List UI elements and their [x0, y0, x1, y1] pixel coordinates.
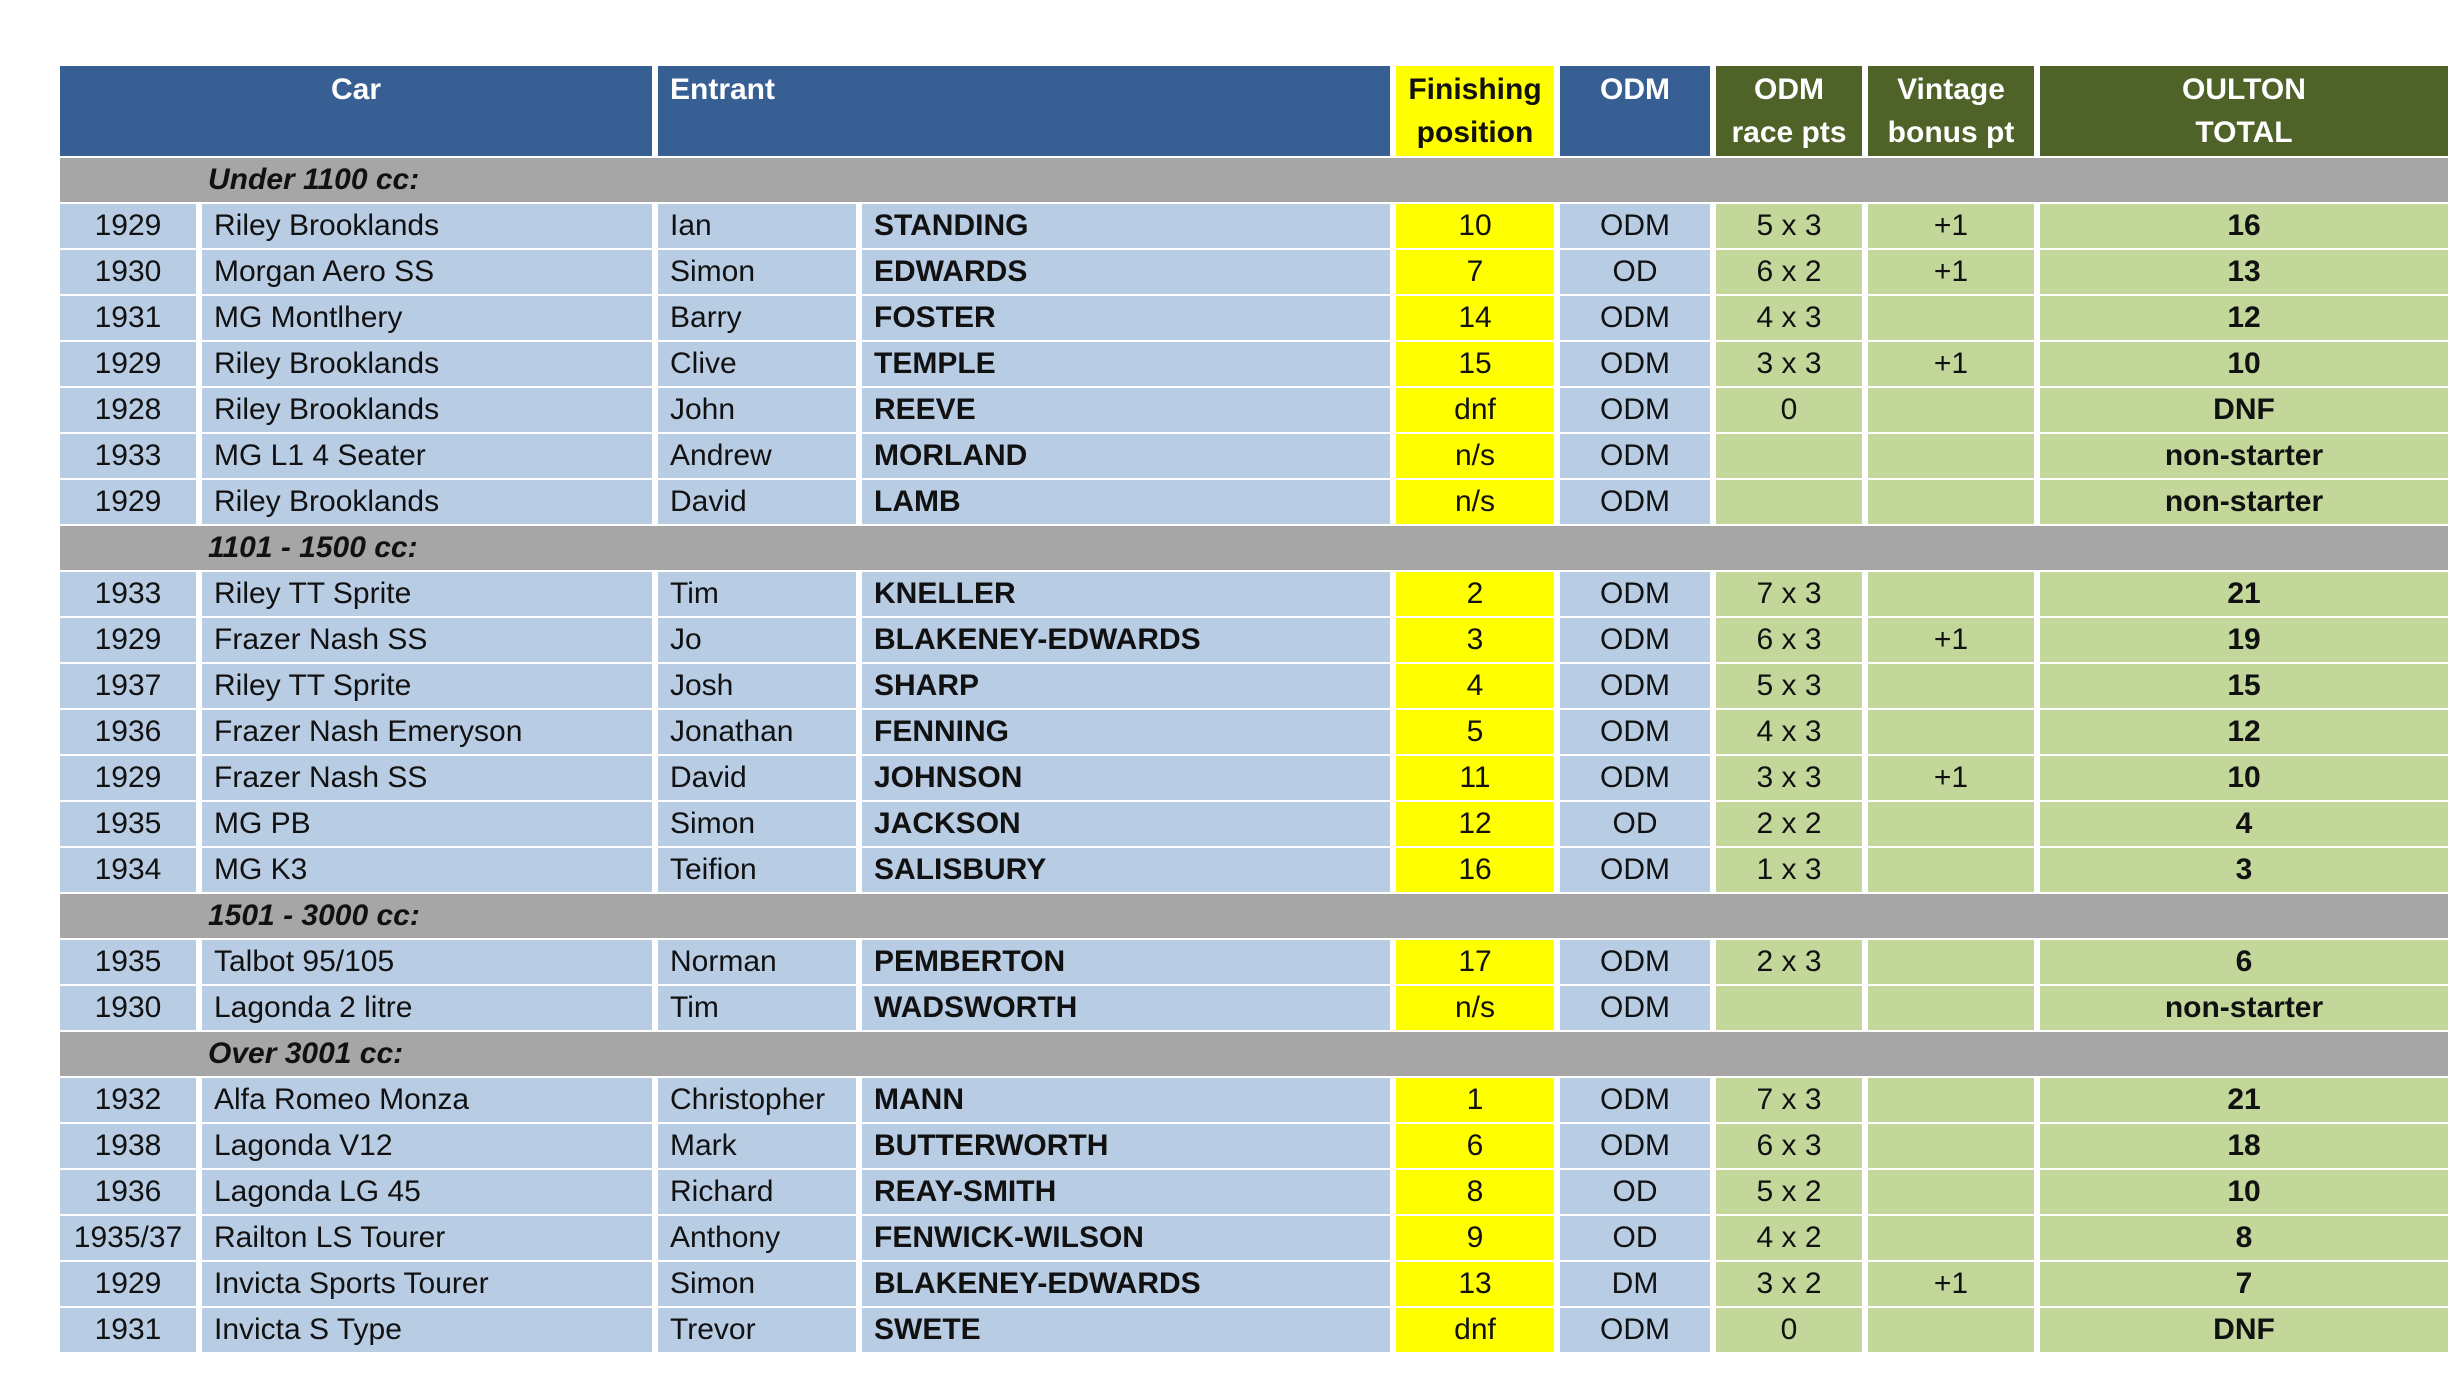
entrant-last-name-cell: FENNING: [862, 710, 1390, 754]
car-name-cell: Riley TT Sprite: [202, 664, 652, 708]
car-name-cell: Riley Brooklands: [202, 342, 652, 386]
finishing-position-cell: n/s: [1396, 986, 1554, 1030]
odm-cell: OD: [1560, 802, 1710, 846]
finishing-position-cell: 15: [1396, 342, 1554, 386]
race-pts-cell: 6 x 2: [1716, 250, 1862, 294]
vintage-bonus-cell: +1: [1868, 618, 2034, 662]
total-cell: DNF: [2040, 1308, 2448, 1352]
finishing-position-cell: 1: [1396, 1078, 1554, 1122]
car-name-cell: Talbot 95/105: [202, 940, 652, 984]
total-cell: 10: [2040, 1170, 2448, 1214]
entrant-first-name-cell: Mark: [658, 1124, 856, 1168]
year-cell: 1929: [60, 480, 196, 524]
total-cell: 12: [2040, 710, 2448, 754]
entrant-first-name-cell: Josh: [658, 664, 856, 708]
entrant-last-name-cell: JACKSON: [862, 802, 1390, 846]
year-cell: 1929: [60, 204, 196, 248]
finishing-position-cell: 11: [1396, 756, 1554, 800]
entrant-first-name-cell: Richard: [658, 1170, 856, 1214]
header-odm: [1560, 66, 1710, 156]
odm-cell: ODM: [1560, 756, 1710, 800]
car-name-cell: Lagonda V12: [202, 1124, 652, 1168]
entrant-first-name-cell: Simon: [658, 1262, 856, 1306]
finishing-position-cell: 16: [1396, 848, 1554, 892]
odm-cell: ODM: [1560, 572, 1710, 616]
year-cell: 1931: [60, 296, 196, 340]
car-name-cell: Riley Brooklands: [202, 480, 652, 524]
entrant-first-name-cell: Simon: [658, 802, 856, 846]
entrant-last-name-cell: STANDING: [862, 204, 1390, 248]
entrant-first-name-cell: Simon: [658, 250, 856, 294]
entrant-last-name-cell: FOSTER: [862, 296, 1390, 340]
header-car-label: Car: [330, 73, 382, 106]
header-total-line2: TOTAL: [2195, 116, 2293, 149]
race-pts-cell: [1716, 986, 1862, 1030]
race-pts-cell: 1 x 3: [1716, 848, 1862, 892]
entrant-last-name-cell: REAY-SMITH: [862, 1170, 1390, 1214]
section-header: 1101 - 1500 cc:: [60, 526, 2448, 570]
year-cell: 1928: [60, 388, 196, 432]
year-cell: 1935: [60, 802, 196, 846]
vintage-bonus-cell: [1868, 1170, 2034, 1214]
race-pts-cell: 5 x 3: [1716, 664, 1862, 708]
vintage-bonus-cell: +1: [1868, 342, 2034, 386]
entrant-first-name-cell: Christopher: [658, 1078, 856, 1122]
total-cell: DNF: [2040, 388, 2448, 432]
car-name-cell: Lagonda LG 45: [202, 1170, 652, 1214]
year-cell: 1930: [60, 986, 196, 1030]
entrant-last-name-cell: BLAKENEY-EDWARDS: [862, 618, 1390, 662]
entrant-first-name-cell: John: [658, 388, 856, 432]
total-cell: 8: [2040, 1216, 2448, 1260]
total-cell: 3: [2040, 848, 2448, 892]
race-pts-cell: 4 x 3: [1716, 296, 1862, 340]
finishing-position-cell: 17: [1396, 940, 1554, 984]
race-pts-cell: 2 x 3: [1716, 940, 1862, 984]
total-cell: 4: [2040, 802, 2448, 846]
year-cell: 1936: [60, 710, 196, 754]
header-car: [60, 66, 652, 156]
entrant-last-name-cell: PEMBERTON: [862, 940, 1390, 984]
finishing-position-cell: 7: [1396, 250, 1554, 294]
finishing-position-cell: dnf: [1396, 388, 1554, 432]
header-total-line1: OULTON: [2182, 73, 2306, 106]
car-name-cell: Invicta Sports Tourer: [202, 1262, 652, 1306]
finishing-position-cell: 10: [1396, 204, 1554, 248]
total-cell: 12: [2040, 296, 2448, 340]
entrant-last-name-cell: SWETE: [862, 1308, 1390, 1352]
year-cell: 1936: [60, 1170, 196, 1214]
total-cell: 10: [2040, 342, 2448, 386]
car-name-cell: Frazer Nash SS: [202, 618, 652, 662]
odm-cell: ODM: [1560, 940, 1710, 984]
entrant-last-name-cell: REEVE: [862, 388, 1390, 432]
odm-cell: ODM: [1560, 204, 1710, 248]
entrant-last-name-cell: BLAKENEY-EDWARDS: [862, 1262, 1390, 1306]
finishing-position-cell: n/s: [1396, 480, 1554, 524]
race-pts-cell: 2 x 2: [1716, 802, 1862, 846]
year-cell: 1929: [60, 618, 196, 662]
car-name-cell: Riley Brooklands: [202, 388, 652, 432]
vintage-bonus-cell: [1868, 388, 2034, 432]
vintage-bonus-cell: +1: [1868, 204, 2034, 248]
vintage-bonus-cell: [1868, 480, 2034, 524]
year-cell: 1933: [60, 434, 196, 478]
vintage-bonus-cell: +1: [1868, 250, 2034, 294]
entrant-last-name-cell: WADSWORTH: [862, 986, 1390, 1030]
odm-cell: ODM: [1560, 710, 1710, 754]
vintage-bonus-cell: [1868, 1078, 2034, 1122]
header-vintage-line1: Vintage: [1897, 73, 2005, 106]
vintage-bonus-cell: [1868, 1308, 2034, 1352]
vintage-bonus-cell: [1868, 1216, 2034, 1260]
finishing-position-cell: dnf: [1396, 1308, 1554, 1352]
finishing-position-cell: 9: [1396, 1216, 1554, 1260]
header-oulton-total: [2040, 66, 2448, 156]
finishing-position-cell: 14: [1396, 296, 1554, 340]
entrant-last-name-cell: MORLAND: [862, 434, 1390, 478]
odm-cell: ODM: [1560, 1078, 1710, 1122]
year-cell: 1929: [60, 342, 196, 386]
entrant-last-name-cell: SALISBURY: [862, 848, 1390, 892]
odm-cell: DM: [1560, 1262, 1710, 1306]
vintage-bonus-cell: [1868, 986, 2034, 1030]
car-name-cell: Alfa Romeo Monza: [202, 1078, 652, 1122]
entrant-first-name-cell: Anthony: [658, 1216, 856, 1260]
odm-cell: OD: [1560, 1170, 1710, 1214]
car-name-cell: Riley Brooklands: [202, 204, 652, 248]
race-pts-cell: 6 x 3: [1716, 1124, 1862, 1168]
entrant-last-name-cell: LAMB: [862, 480, 1390, 524]
total-cell: 15: [2040, 664, 2448, 708]
car-name-cell: MG PB: [202, 802, 652, 846]
year-cell: 1931: [60, 1308, 196, 1352]
car-name-cell: MG Montlhery: [202, 296, 652, 340]
odm-cell: ODM: [1560, 480, 1710, 524]
odm-cell: ODM: [1560, 664, 1710, 708]
odm-cell: OD: [1560, 250, 1710, 294]
entrant-last-name-cell: TEMPLE: [862, 342, 1390, 386]
entrant-first-name-cell: David: [658, 480, 856, 524]
vintage-bonus-cell: [1868, 710, 2034, 754]
total-cell: non-starter: [2040, 480, 2448, 524]
total-cell: 6: [2040, 940, 2448, 984]
header-odm-label: ODM: [1600, 73, 1670, 106]
odm-cell: OD: [1560, 1216, 1710, 1260]
header-finishing-line1: Finishing: [1408, 73, 1542, 106]
race-pts-cell: 5 x 2: [1716, 1170, 1862, 1214]
race-pts-cell: [1716, 480, 1862, 524]
entrant-first-name-cell: Jonathan: [658, 710, 856, 754]
vintage-bonus-cell: [1868, 1124, 2034, 1168]
total-cell: 13: [2040, 250, 2448, 294]
entrant-first-name-cell: David: [658, 756, 856, 800]
finishing-position-cell: 5: [1396, 710, 1554, 754]
car-name-cell: Riley TT Sprite: [202, 572, 652, 616]
entrant-first-name-cell: Teifion: [658, 848, 856, 892]
entrant-first-name-cell: Norman: [658, 940, 856, 984]
odm-cell: ODM: [1560, 848, 1710, 892]
finishing-position-cell: 13: [1396, 1262, 1554, 1306]
section-header: Over 3001 cc:: [60, 1032, 2448, 1076]
race-pts-cell: 0: [1716, 1308, 1862, 1352]
year-cell: 1930: [60, 250, 196, 294]
finishing-position-cell: 8: [1396, 1170, 1554, 1214]
race-pts-cell: 4 x 2: [1716, 1216, 1862, 1260]
finishing-position-cell: 3: [1396, 618, 1554, 662]
car-name-cell: Frazer Nash SS: [202, 756, 652, 800]
race-pts-cell: 5 x 3: [1716, 204, 1862, 248]
year-cell: 1934: [60, 848, 196, 892]
finishing-position-cell: 2: [1396, 572, 1554, 616]
race-pts-cell: 0: [1716, 388, 1862, 432]
vintage-bonus-cell: [1868, 572, 2034, 616]
odm-cell: ODM: [1560, 1308, 1710, 1352]
entrant-last-name-cell: MANN: [862, 1078, 1390, 1122]
entrant-first-name-cell: Andrew: [658, 434, 856, 478]
entrant-last-name-cell: SHARP: [862, 664, 1390, 708]
odm-cell: ODM: [1560, 296, 1710, 340]
entrant-last-name-cell: KNELLER: [862, 572, 1390, 616]
header-race-pts: [1716, 66, 1862, 156]
odm-cell: ODM: [1560, 434, 1710, 478]
race-pts-cell: [1716, 434, 1862, 478]
year-cell: 1929: [60, 1262, 196, 1306]
odm-cell: ODM: [1560, 1124, 1710, 1168]
total-cell: non-starter: [2040, 986, 2448, 1030]
header-vintage-line2: bonus pt: [1887, 116, 2015, 149]
race-pts-cell: 4 x 3: [1716, 710, 1862, 754]
total-cell: 10: [2040, 756, 2448, 800]
car-name-cell: MG L1 4 Seater: [202, 434, 652, 478]
year-cell: 1938: [60, 1124, 196, 1168]
finishing-position-cell: n/s: [1396, 434, 1554, 478]
total-cell: 21: [2040, 572, 2448, 616]
year-cell: 1929: [60, 756, 196, 800]
year-cell: 1933: [60, 572, 196, 616]
section-header: 1501 - 3000 cc:: [60, 894, 2448, 938]
car-name-cell: Lagonda 2 litre: [202, 986, 652, 1030]
race-pts-cell: 3 x 3: [1716, 756, 1862, 800]
total-cell: 19: [2040, 618, 2448, 662]
entrant-first-name-cell: Tim: [658, 986, 856, 1030]
entrant-first-name-cell: Jo: [658, 618, 856, 662]
total-cell: 16: [2040, 204, 2448, 248]
entrant-first-name-cell: Tim: [658, 572, 856, 616]
year-cell: 1932: [60, 1078, 196, 1122]
entrant-first-name-cell: Barry: [658, 296, 856, 340]
header-entrant-label: Entrant: [670, 73, 775, 106]
odm-cell: ODM: [1560, 986, 1710, 1030]
total-cell: non-starter: [2040, 434, 2448, 478]
odm-cell: ODM: [1560, 388, 1710, 432]
header-finishing-line2: position: [1416, 116, 1534, 149]
total-cell: 21: [2040, 1078, 2448, 1122]
entrant-last-name-cell: EDWARDS: [862, 250, 1390, 294]
year-cell: 1935/37: [60, 1216, 196, 1260]
header-vintage-bonus: [1868, 66, 2034, 156]
car-name-cell: Morgan Aero SS: [202, 250, 652, 294]
car-name-cell: Invicta S Type: [202, 1308, 652, 1352]
entrant-first-name-cell: Clive: [658, 342, 856, 386]
finishing-position-cell: 4: [1396, 664, 1554, 708]
race-pts-cell: 3 x 3: [1716, 342, 1862, 386]
car-name-cell: Railton LS Tourer: [202, 1216, 652, 1260]
total-cell: 18: [2040, 1124, 2448, 1168]
vintage-bonus-cell: [1868, 434, 2034, 478]
vintage-bonus-cell: [1868, 940, 2034, 984]
header-finishing-position: [1396, 66, 1554, 156]
total-cell: 7: [2040, 1262, 2448, 1306]
vintage-bonus-cell: +1: [1868, 756, 2034, 800]
finishing-position-cell: 12: [1396, 802, 1554, 846]
year-cell: 1937: [60, 664, 196, 708]
year-cell: 1935: [60, 940, 196, 984]
car-name-cell: Frazer Nash Emeryson: [202, 710, 652, 754]
entrant-first-name-cell: Trevor: [658, 1308, 856, 1352]
race-pts-cell: 3 x 2: [1716, 1262, 1862, 1306]
entrant-last-name-cell: JOHNSON: [862, 756, 1390, 800]
section-header: Under 1100 cc:: [60, 158, 2448, 202]
entrant-first-name-cell: Ian: [658, 204, 856, 248]
car-name-cell: MG K3: [202, 848, 652, 892]
race-pts-cell: 6 x 3: [1716, 618, 1862, 662]
vintage-bonus-cell: [1868, 802, 2034, 846]
results-table: [60, 66, 2400, 1352]
vintage-bonus-cell: +1: [1868, 1262, 2034, 1306]
entrant-last-name-cell: BUTTERWORTH: [862, 1124, 1390, 1168]
header-race-pts-line1: ODM: [1754, 73, 1824, 106]
entrant-last-name-cell: FENWICK-WILSON: [862, 1216, 1390, 1260]
race-pts-cell: 7 x 3: [1716, 1078, 1862, 1122]
header-race-pts-line2: race pts: [1731, 116, 1847, 149]
finishing-position-cell: 6: [1396, 1124, 1554, 1168]
vintage-bonus-cell: [1868, 848, 2034, 892]
vintage-bonus-cell: [1868, 664, 2034, 708]
header-entrant: [658, 66, 1390, 156]
odm-cell: ODM: [1560, 618, 1710, 662]
vintage-bonus-cell: [1868, 296, 2034, 340]
race-pts-cell: 7 x 3: [1716, 572, 1862, 616]
odm-cell: ODM: [1560, 342, 1710, 386]
